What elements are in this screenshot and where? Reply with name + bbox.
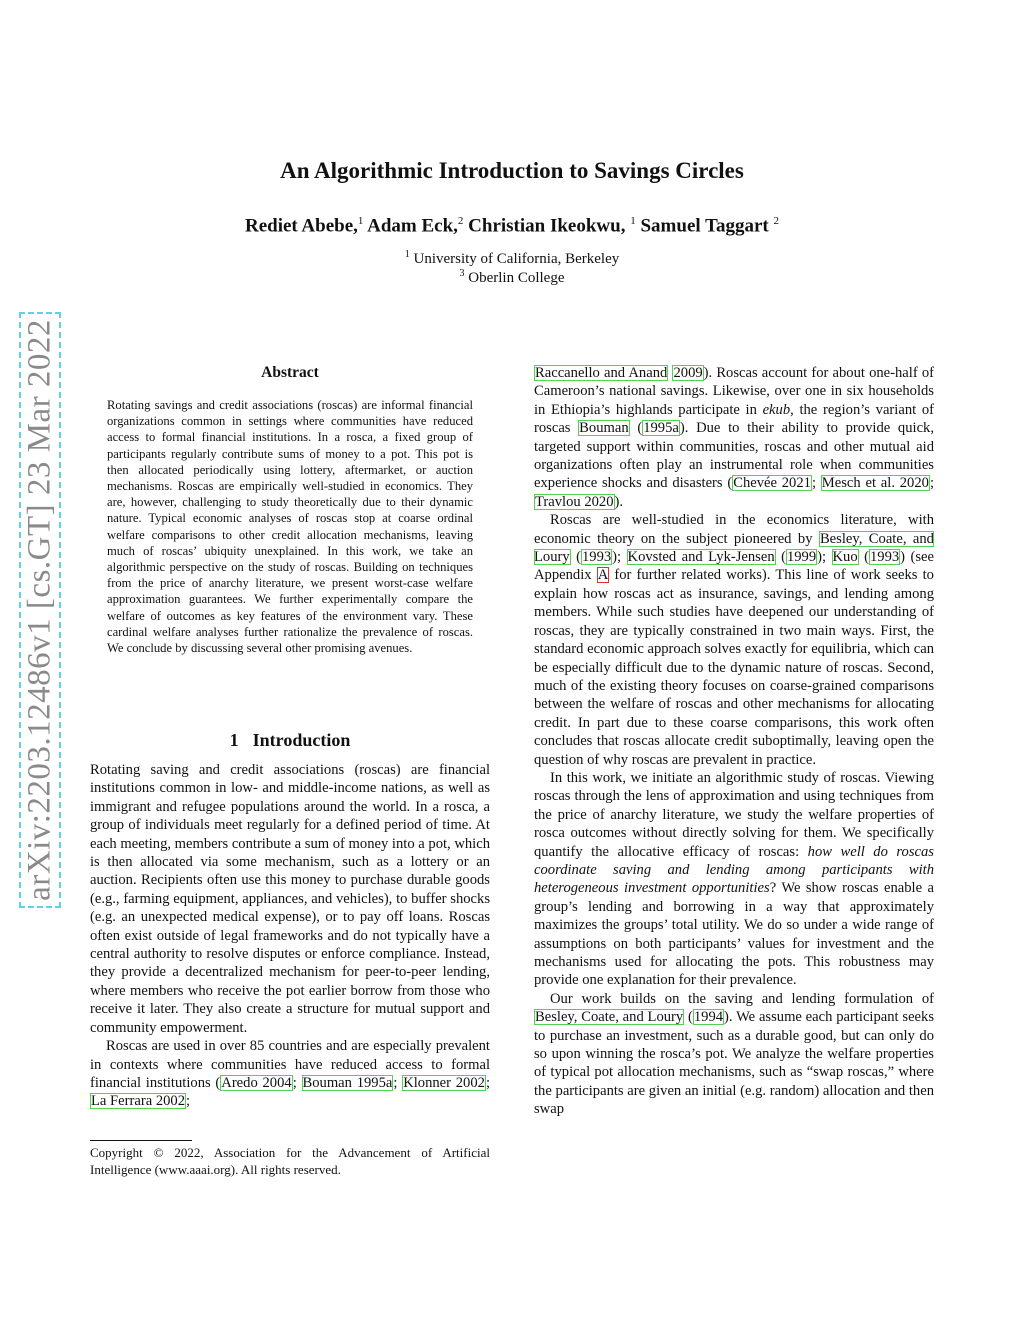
- author-affiliation-mark: 2: [457, 215, 464, 227]
- section-heading: [90, 730, 490, 751]
- paragraph: In this work, we initiate an algorithmic study of roscas. Viewing roscas through the lens of approximation and using techniques from the price of anarchy literature, we study the welfare properties of rosca outcomes without directly solving for them. We specifically quantify the allocative efficacy of roscas: how well do roscas coordinate saving and lending among participants with heterogeneous investment opportunities? We show roscas enable a group’s lending and borrowing in a way that approximately maximizes the groups’ total utility. We do so under a wide range of assumptions on both participants’ values for investment and the mechanisms used for allocating the pots. This robustness may provide one explanation for their prevalence.: [534, 769, 934, 989]
- citation-link[interactable]: La Ferrara 2002: [91, 1093, 186, 1110]
- citation-link[interactable]: Klonner 2002: [403, 1074, 485, 1091]
- author-name: Rediet Abebe,: [244, 215, 358, 237]
- paragraph: Raccanello and Anand 2009). Roscas account for about one-half of Cameroon’s national savings. Likewise, over one in six households in Ethiopia’s highlands participate in ekub, the region’s variant of roscas Bouman (1995a). Due to their ability to provide quick, targeted support within communities, roscas and other mutual aid organizations often play an instrumental role when communities experience shocks and disasters (Chevée 2021; Mesch et al. 2020; Travlou 2020).: [534, 365, 935, 510]
- affiliation-name: University of California, Berkeley: [413, 251, 620, 267]
- author-affiliation-mark: 1: [357, 215, 364, 227]
- paragraph: Our work builds on the saving and lending formulation of Besley, Coate, and Loury (1994). We assume each participant seeks to purchase an investment, such as a durable good, but can only do so upon winning the rosca’s pot. We analyze the welfare properties of typical pot allocation mechanisms, such as “swap roscas,” where the participants are given an initial (e.g. random) allocation and then swap: [534, 990, 934, 1118]
- paragraph: Roscas are well-studied in the economics literature, with economic theory on the subject pioneered by Besley, Coate, and Loury (1993); Kovsted and Lyk-Jensen (1999); Kuo (1993) (see Appendix A for further related works). This line of work seeks to explain how roscas act as insurance, savings, and lending among members. While such studies have deepened our understanding of roscas, they are typically constrained in two main ways. First, the standard economic approach solves exactly for equilibria, which can be especially difficult due to the dynamic nature of roscas. Second, much of the existing theory focuses on coarse-grained comparisons between the welfare of roscas and other mechanisms for allocating credit. In part due to these coarse comparisons, this work often concludes that roscas allocate credit suboptimally, leaving open the question of why roscas are prevalent in practice.: [534, 512, 934, 768]
- author-name: Samuel Taggart: [640, 215, 769, 237]
- affiliation-mark: 1: [404, 249, 410, 260]
- section-title: Introduction: [252, 730, 351, 750]
- citation-link[interactable]: Chevée 2021: [733, 475, 811, 492]
- author-affiliation-mark: 2: [773, 215, 780, 227]
- citation-link[interactable]: 1993: [581, 549, 612, 566]
- abstract-text: Rotating savings and credit associations (roscas) are informal financial organizations common in settings where communities have reduced access to formal financial institutions. In a rosca, a fixed group of participants regularly contribute sums of money to a pot. This pot is then allocated periodically using lottery, aftermarket, or auction mechanisms. Roscas are empirically well-studied in economics. They are, however, challenging to study theoretically due to their dynamic nature. Typical economic analyses of roscas stop at coarse ordinal welfare comparisons to other credit allocation mechanisms, leaving much of roscas’ ubiquity unexplained. In this work, we take an algorithmic perspective on the study of roscas. Building on techniques from the price of anarchy literature, we present worst-case welfare approximation guarantees. We further experimentally compare the welfare of outcomes as key features of the environment vary. These cardinal welfare analyses further rationalize the prevalence of roscas. We conclude by discussing several other promising avenues.: [107, 398, 473, 656]
- appendix-link[interactable]: A: [597, 567, 609, 584]
- citation-link[interactable]: 2009: [673, 365, 703, 381]
- citation-link[interactable]: Travlou 2020: [535, 493, 614, 510]
- paper-title: An Algorithmic Introduction to Savings Circles: [280, 158, 744, 183]
- introduction-body: [90, 761, 490, 1111]
- citation-link[interactable]: Mesch et al. 2020: [821, 475, 929, 492]
- citation-link[interactable]: Aredo 2004: [221, 1074, 292, 1091]
- citation-link[interactable]: 1995a: [643, 420, 679, 437]
- affiliation: [0, 249, 1024, 268]
- section-number: 1: [229, 730, 239, 750]
- citation-link[interactable]: Kovsted and Lyk-Jensen: [627, 549, 775, 566]
- paragraph: Roscas are used in over 85 countries and are especially prevalent in contexts where communities have reduced access to formal financial institutions (Aredo 2004; Bouman 1995a; Klonner 2002; La Ferrara 2002;: [90, 1038, 491, 1110]
- citation-link[interactable]: Kuo: [832, 549, 858, 566]
- right-column: [534, 364, 934, 1119]
- citation-link[interactable]: Bouman 1995a: [302, 1074, 393, 1091]
- author-affiliation-mark: 1: [630, 215, 636, 227]
- affiliation-mark: 3: [459, 268, 465, 279]
- citation-link[interactable]: 1994: [693, 1009, 724, 1026]
- author-name: Christian Ikeokwu,: [468, 215, 626, 237]
- citation-link[interactable]: 1999: [786, 549, 817, 566]
- footnote-rule: [90, 1140, 192, 1141]
- author-name: Adam Eck,: [367, 215, 458, 237]
- citation-link[interactable]: Raccanello and Anand: [535, 365, 668, 381]
- copyright-footnote: Copyright © 2022, Association for the Advancement of Artificial Intelligence (www.aaai.org). All rights reserved.: [90, 1145, 490, 1177]
- arxiv-sidebar[interactable]: [19, 312, 61, 908]
- citation-link[interactable]: Besley, Coate, and Loury: [535, 1009, 684, 1026]
- citation-link[interactable]: Besley, Coate, and Loury: [534, 530, 934, 566]
- citation-link[interactable]: Bouman: [579, 420, 629, 437]
- arxiv-identifier[interactable]: arXiv:2203.12486v1 [cs.GT] 23 Mar 2022: [21, 319, 58, 901]
- affiliation-name: Oberlin College: [468, 270, 565, 286]
- citation-link[interactable]: 1993: [869, 549, 900, 566]
- affiliation: [0, 268, 1024, 287]
- author-list: [0, 215, 1024, 237]
- paragraph: Rotating saving and credit associations (roscas) are financial institutions common in low- and middle-income nations, as well as immigrant and refugee populations around the world. In a rosca, a group of individuals meet regularly for a defined period of time. At each meeting, members contribute a sum of money into a pot, which is then allocated via some mechanism, such as a lottery or an auction. Recipients often use this money to purchase durable goods (e.g., farming equipment, appliances, and vehicles), to buffer shocks (e.g. an unexpected medical expense), or to pay off loans. Roscas often exist outside of legal frameworks and do not typically have a central authority to resolve disputes or enforce compliance. Instead, they provide a decentralized mechanism for peer-to-peer lending, where members who receive the pot earlier borrow from those who receive it later. They also create a structure for mutual support and community empowerment.: [90, 762, 491, 1036]
- abstract-heading: Abstract: [261, 364, 319, 381]
